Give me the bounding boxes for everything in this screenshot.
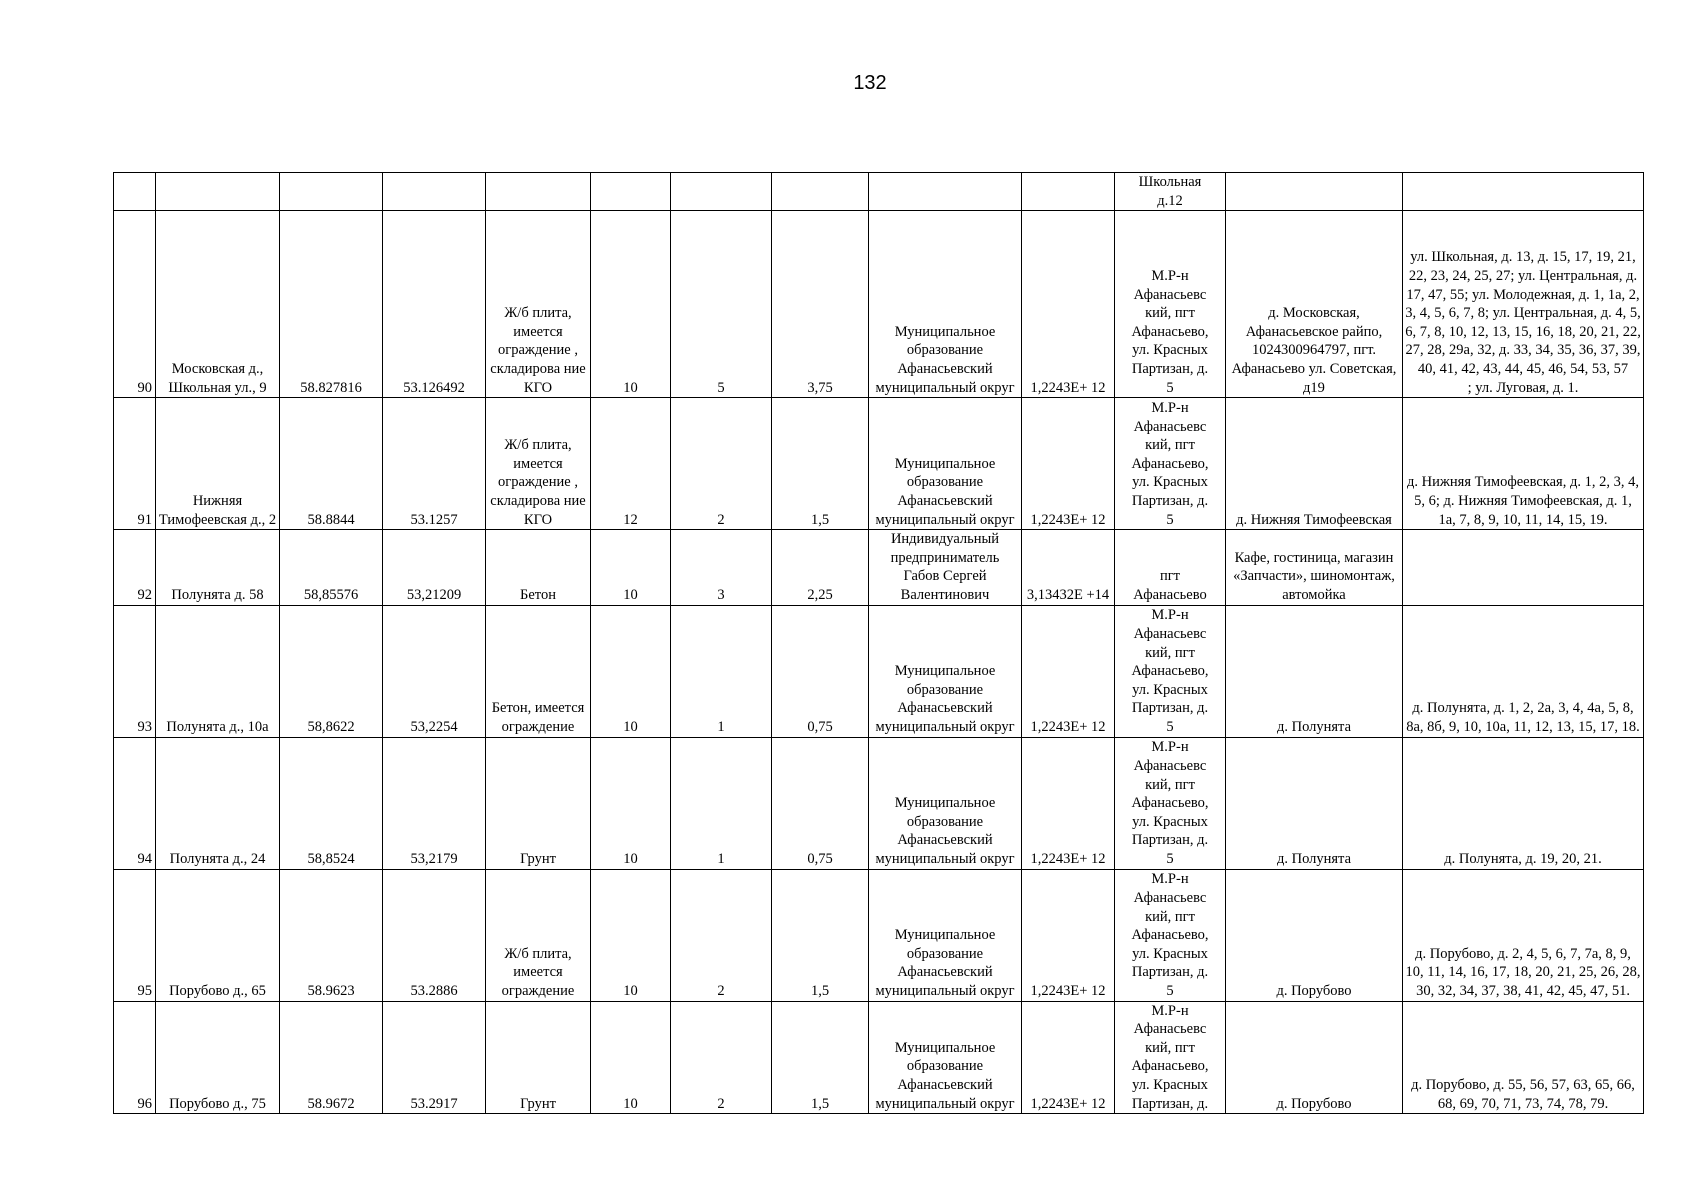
cell-lat: 58,8524 xyxy=(280,737,383,869)
registry-table xyxy=(113,172,1644,1114)
cell-surface xyxy=(486,173,591,211)
cell-lat: 58,8622 xyxy=(280,605,383,737)
cell-no: 90 xyxy=(114,211,156,398)
cell-lat: 58.8844 xyxy=(280,398,383,530)
table-row xyxy=(114,530,1644,605)
cell-sources: д. Полунята xyxy=(1226,737,1403,869)
cell-owner-address: М.Р-н Афанасьевс кий, пгт Афанасьево, ул. Красных Партизан, д. 5 xyxy=(1115,737,1226,869)
cell-owner-address: Школьная д.12 xyxy=(1115,173,1226,211)
cell-ogrn xyxy=(1022,173,1115,211)
table-row xyxy=(114,605,1644,737)
cell-lon: 53.1257 xyxy=(383,398,486,530)
cell-containers: 1 xyxy=(671,605,772,737)
cell-area: 10 xyxy=(591,211,671,398)
table-row xyxy=(114,1001,1644,1114)
cell-no: 96 xyxy=(114,1001,156,1114)
cell-no: 94 xyxy=(114,737,156,869)
cell-owner: Муниципальное образование Афанасьевский муниципальный округ xyxy=(869,869,1022,1001)
cell-volume: 1,5 xyxy=(772,1001,869,1114)
cell-contents: д. Нижняя Тимофеевская, д. 1, 2, 3, 4, 5, 6; д. Нижняя Тимофеевская, д. 1, 1а, 7, 8, 9, 10, 11, 14, 15, 19. xyxy=(1403,398,1644,530)
cell-ogrn: 3,13432E +14 xyxy=(1022,530,1115,605)
cell-contents: д. Полунята, д. 1, 2, 2а, 3, 4, 4а, 5, 8, 8а, 8б, 9, 10, 10а, 11, 12, 13, 15, 17, 18. xyxy=(1403,605,1644,737)
cell-containers xyxy=(671,173,772,211)
cell-lon: 53.2886 xyxy=(383,869,486,1001)
cell-owner-address: М.Р-н Афанасьевс кий, пгт Афанасьево, ул. Красных Партизан, д. 5 xyxy=(1115,211,1226,398)
cell-no: 93 xyxy=(114,605,156,737)
cell-owner: Муниципальное образование Афанасьевский муниципальный округ xyxy=(869,737,1022,869)
cell-lat xyxy=(280,173,383,211)
cell-sources: д. Московская, Афанасьевское райпо, 1024300964797, пгт. Афанасьево ул. Советская, д19 xyxy=(1226,211,1403,398)
cell-owner-address: М.Р-н Афанасьевс кий, пгт Афанасьево, ул. Красных Партизан, д. 5 xyxy=(1115,398,1226,530)
cell-owner-address: пгт Афанасьево xyxy=(1115,530,1226,605)
cell-ogrn: 1,2243E+ 12 xyxy=(1022,605,1115,737)
cell-area: 10 xyxy=(591,737,671,869)
cell-sources: д. Порубово xyxy=(1226,1001,1403,1114)
cell-volume: 2,25 xyxy=(772,530,869,605)
cell-sources: д. Нижняя Тимофеевская xyxy=(1226,398,1403,530)
table-row xyxy=(114,211,1644,398)
cell-sources xyxy=(1226,173,1403,211)
cell-owner: Индивидуальный предприниматель Габов Сергей Валентинович xyxy=(869,530,1022,605)
cell-no: 92 xyxy=(114,530,156,605)
cell-location: Полунята д., 24 xyxy=(156,737,280,869)
cell-owner: Муниципальное образование Афанасьевский муниципальный округ xyxy=(869,398,1022,530)
table-row xyxy=(114,869,1644,1001)
cell-surface: Ж/б плита, имеется ограждение xyxy=(486,869,591,1001)
cell-volume xyxy=(772,173,869,211)
table-row xyxy=(114,398,1644,530)
cell-ogrn: 1,2243E+ 12 xyxy=(1022,869,1115,1001)
cell-area: 12 xyxy=(591,398,671,530)
cell-containers: 5 xyxy=(671,211,772,398)
cell-lon: 53.2917 xyxy=(383,1001,486,1114)
cell-owner: Муниципальное образование Афанасьевский муниципальный округ xyxy=(869,605,1022,737)
cell-owner: Муниципальное образование Афанасьевский муниципальный округ xyxy=(869,211,1022,398)
cell-containers: 2 xyxy=(671,1001,772,1114)
cell-surface: Бетон, имеется ограждение xyxy=(486,605,591,737)
cell-surface: Грунт xyxy=(486,737,591,869)
cell-location: Московская д., Школьная ул., 9 xyxy=(156,211,280,398)
cell-surface: Бетон xyxy=(486,530,591,605)
cell-containers: 1 xyxy=(671,737,772,869)
cell-lon: 53,21209 xyxy=(383,530,486,605)
cell-location: Полунята д., 10а xyxy=(156,605,280,737)
cell-contents: ул. Школьная, д. 13, д. 15, 17, 19, 21, 22, 23, 24, 25, 27; ул. Центральная, д. 17, 47, 55; ул. Молодежная, д. 1, 1а, 2, 3, 4, 5, 6, 7, 8; ул. Центральная, д. 4, 5, 6, 7, 8, 10, 12, 13, 15, 16, 18, 20, 21, 22, 27, 28, 29а, 32, д. 33, 34, 35, 36, 37, 39, 40, 41, 42, 43, 44, 45, 46, 54, 53, 57 ; ул. Луговая, д. 1. xyxy=(1403,211,1644,398)
page-number: 132 xyxy=(853,72,887,94)
cell-location: Порубово д., 75 xyxy=(156,1001,280,1114)
cell-location: Полунята д. 58 xyxy=(156,530,280,605)
cell-volume: 1,5 xyxy=(772,869,869,1001)
cell-location: Нижняя Тимофеевская д., 2 xyxy=(156,398,280,530)
cell-lon: 53,2254 xyxy=(383,605,486,737)
cell-area: 10 xyxy=(591,1001,671,1114)
cell-lat: 58.9672 xyxy=(280,1001,383,1114)
table-body xyxy=(114,173,1644,1114)
cell-surface: Грунт xyxy=(486,1001,591,1114)
cell-owner xyxy=(869,173,1022,211)
cell-containers: 3 xyxy=(671,530,772,605)
cell-sources: д. Порубово xyxy=(1226,869,1403,1001)
cell-ogrn: 1,2243E+ 12 xyxy=(1022,211,1115,398)
cell-lat: 58.827816 xyxy=(280,211,383,398)
cell-lon: 53,2179 xyxy=(383,737,486,869)
cell-owner-address: М.Р-н Афанасьевс кий, пгт Афанасьево, ул. Красных Партизан, д. 5 xyxy=(1115,605,1226,737)
cell-sources: д. Полунята xyxy=(1226,605,1403,737)
cell-surface: Ж/б плита, имеется ограждение , складирова ние КГО xyxy=(486,398,591,530)
cell-lon: 53.126492 xyxy=(383,211,486,398)
cell-contents xyxy=(1403,530,1644,605)
cell-no: 95 xyxy=(114,869,156,1001)
cell-contents xyxy=(1403,173,1644,211)
cell-no xyxy=(114,173,156,211)
cell-contents: д. Порубово, д. 2, 4, 5, 6, 7, 7а, 8, 9, 10, 11, 14, 16, 17, 18, 20, 21, 25, 26, 28, 30, 32, 34, 37, 38, 41, 42, 45, 47, 51. xyxy=(1403,869,1644,1001)
cell-location: Порубово д., 65 xyxy=(156,869,280,1001)
cell-ogrn: 1,2243E+ 12 xyxy=(1022,1001,1115,1114)
cell-owner: Муниципальное образование Афанасьевский муниципальный округ xyxy=(869,1001,1022,1114)
cell-area: 10 xyxy=(591,605,671,737)
cell-lat: 58,85576 xyxy=(280,530,383,605)
cell-owner-address: М.Р-н Афанасьевс кий, пгт Афанасьево, ул. Красных Партизан, д. 5 xyxy=(1115,869,1226,1001)
cell-contents: д. Порубово, д. 55, 56, 57, 63, 65, 66, 68, 69, 70, 71, 73, 74, 78, 79. xyxy=(1403,1001,1644,1114)
cell-contents: д. Полунята, д. 19, 20, 21. xyxy=(1403,737,1644,869)
cell-volume: 0,75 xyxy=(772,605,869,737)
cell-sources: Кафе, гостиница, магазин «Запчасти», шиномонтаж, автомойка xyxy=(1226,530,1403,605)
cell-area xyxy=(591,173,671,211)
cell-containers: 2 xyxy=(671,869,772,1001)
table-row-continuation xyxy=(114,173,1644,211)
cell-ogrn: 1,2243E+ 12 xyxy=(1022,737,1115,869)
cell-surface: Ж/б плита, имеется ограждение , складирова ние КГО xyxy=(486,211,591,398)
cell-owner-address: М.Р-н Афанасьевс кий, пгт Афанасьево, ул. Красных Партизан, д. xyxy=(1115,1001,1226,1114)
cell-volume: 0,75 xyxy=(772,737,869,869)
cell-volume: 1,5 xyxy=(772,398,869,530)
cell-area: 10 xyxy=(591,530,671,605)
cell-ogrn: 1,2243E+ 12 xyxy=(1022,398,1115,530)
cell-containers: 2 xyxy=(671,398,772,530)
cell-volume: 3,75 xyxy=(772,211,869,398)
cell-lat: 58.9623 xyxy=(280,869,383,1001)
cell-lon xyxy=(383,173,486,211)
cell-area: 10 xyxy=(591,869,671,1001)
table-row xyxy=(114,737,1644,869)
cell-location xyxy=(156,173,280,211)
cell-no: 91 xyxy=(114,398,156,530)
